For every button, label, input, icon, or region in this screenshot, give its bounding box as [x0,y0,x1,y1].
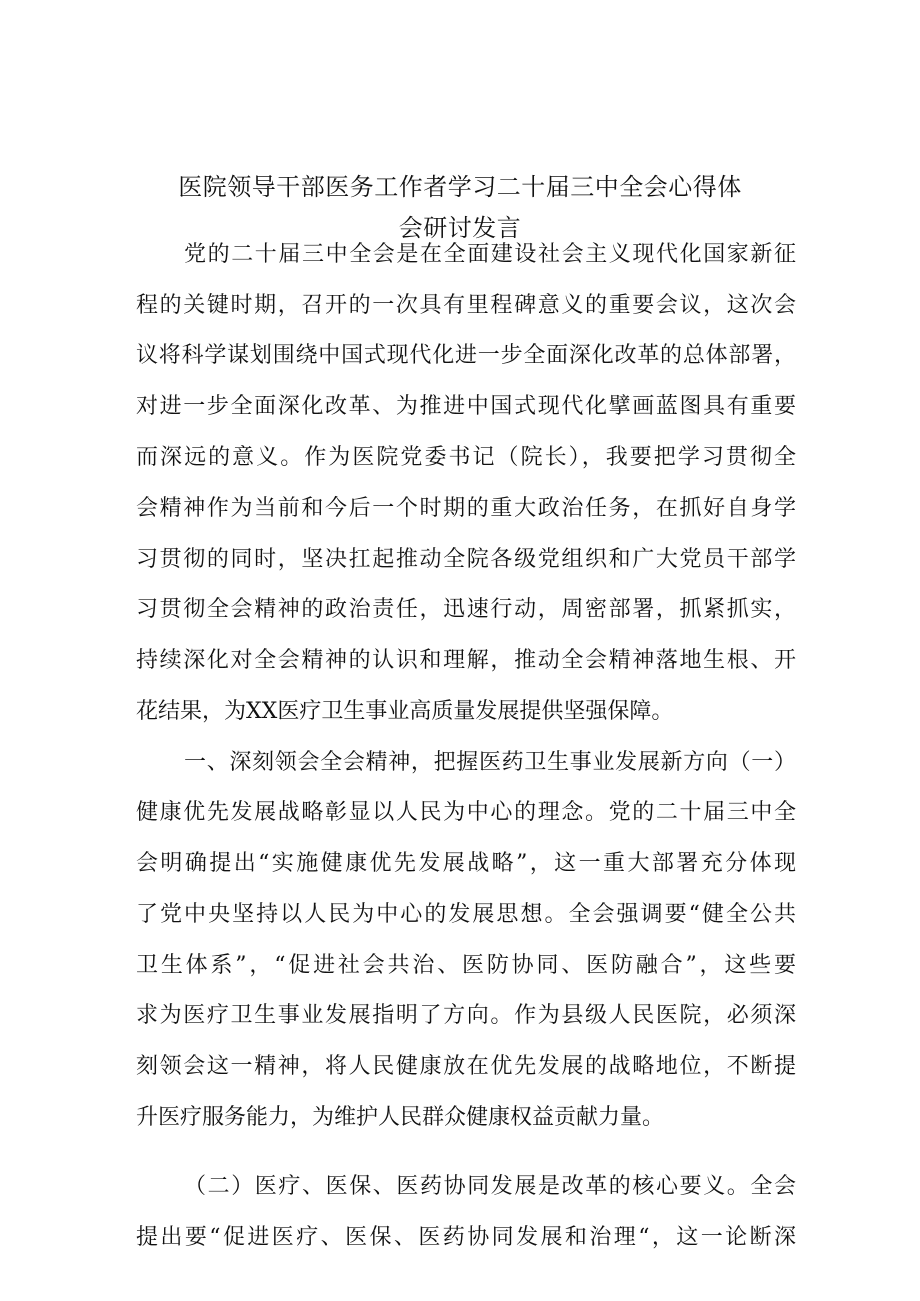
paragraph-line: 了党中央坚持以人民为中心的发展思想。全会强调要“健全公共 [136,902,796,927]
paragraph-line: 习贯彻的同时，坚决扛起推动全院各级党组织和广大党员干部学 [136,547,796,572]
paragraph-line: 卫生体系”，“促进社会共治、医防协同、医防融合”，这些要 [136,953,796,978]
paragraph-line: 持续深化对全会精神的认识和理解，推动全会精神落地生根、开 [136,648,796,673]
paragraph-line: 程的关键时期，召开的一次具有里程碑意义的重要会议，这次会 [136,293,796,318]
document-title-line-2: 会研讨发言 [398,214,522,242]
subsection-heading-line: （二）医疗、医保、医药协同发展是改革的核心要义。全会 [184,1174,796,1199]
paragraph-line: 议将科学谋划围绕中国式现代化进一步全面深化改革的总体部署， [136,343,796,368]
paragraph-line: 健康优先发展战略彰显以人民为中心的理念。党的二十届三中全 [136,800,796,825]
paragraph-line: 会精神作为当前和今后一个时期的重大政治任务，在抓好自身学 [136,496,796,521]
paragraph-line: 升医疗服务能力，为维护人民群众健康权益贡献力量。 [136,1105,665,1130]
paragraph-line: 对进一步全面深化改革、为推进中国式现代化擘画蓝图具有重要 [136,394,796,419]
document-title-line-1: 医院领导干部医务工作者学习二十届三中全会心得体 [178,173,742,201]
paragraph-line: 而深远的意义。作为医院党委书记（院长），我要把学习贯彻全 [136,445,796,470]
paragraph-line: 会明确提出“实施健康优先发展战略”，这一重大部署充分体现 [136,851,796,876]
paragraph-line: 习贯彻全会精神的政治责任，迅速行动，周密部署，抓紧抓实， [136,597,796,622]
section-heading-line: 一、深刻领会全会精神，把握医药卫生事业发展新方向（一） [184,750,796,775]
paragraph-line: 刻领会这一精神，将人民健康放在优先发展的战略地位，不断提 [136,1054,796,1079]
paragraph-line: 花结果，为XX医疗卫生事业高质量发展提供坚强保障。 [136,699,674,724]
paragraph-line: 求为医疗卫生事业发展指明了方向。作为县级人民医院，必须深 [136,1003,796,1028]
paragraph-line: 提出要“促进医疗、医保、医药协同发展和治理“，这一论断深 [136,1225,796,1250]
paragraph-line: 党的二十届三中全会是在全面建设社会主义现代化国家新征 [184,242,796,267]
